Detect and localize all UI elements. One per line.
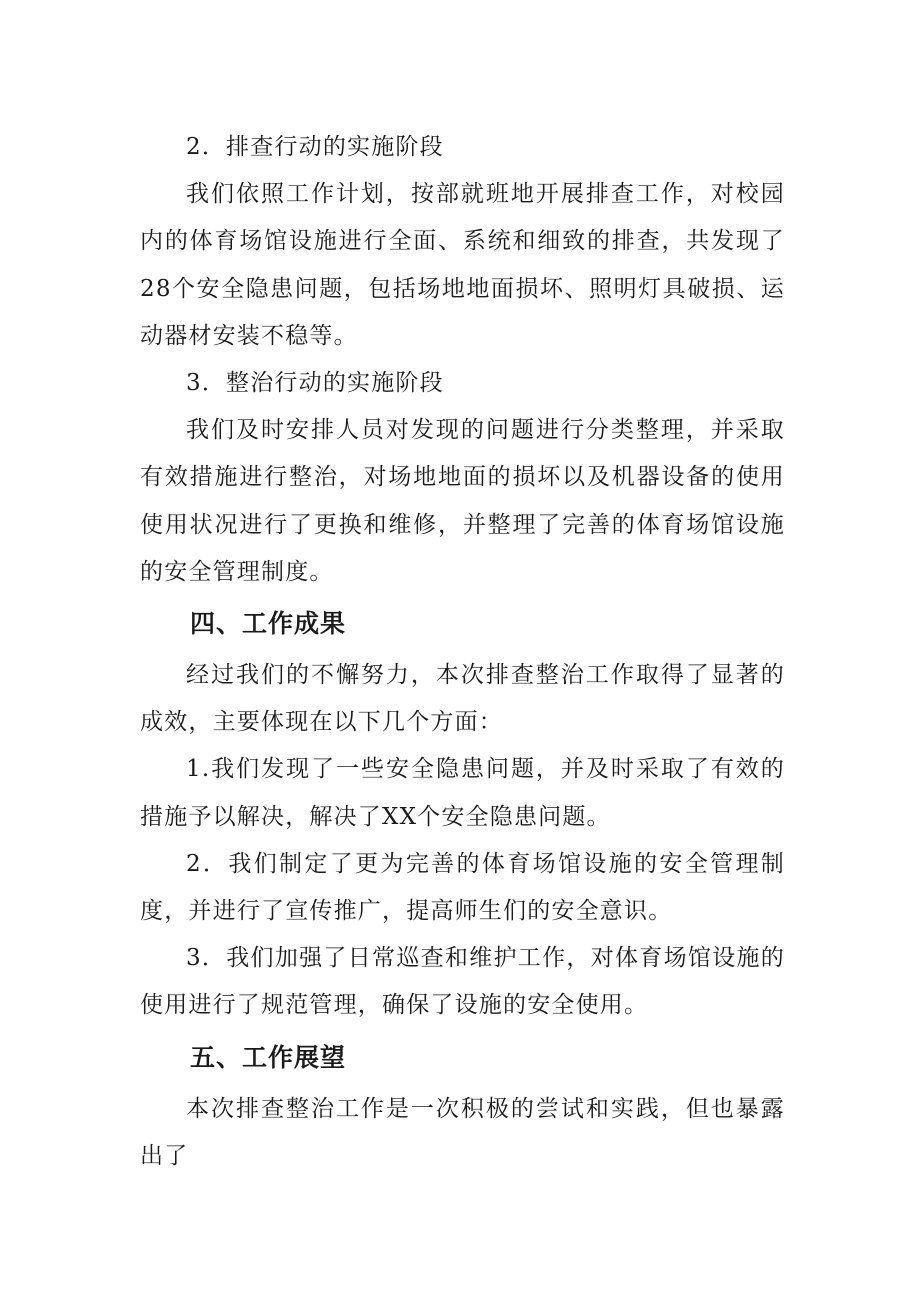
subheading-rectification-stage: 3．整治行动的实施阶段 [186, 370, 444, 397]
paragraph-rectification-details: 我们及时安排人员对发现的问题进行分类整理，并采取有效措施进行整治，对场地地面的损坏以及机器设备的使用使用状况进行了更换和维修，并整理了完善的体育场馆设施的安全管理制度。 [140, 417, 785, 585]
section-heading-work-outlook: 五、工作展望 [190, 1042, 347, 1072]
section-heading-work-results: 四、工作成果 [190, 609, 347, 639]
paragraph-outlook: 本次排查整治工作是一次积极的尝试和实践，但也暴露出了 [140, 1095, 785, 1169]
document-page [140, 124, 785, 1180]
result-item-1: 1.我们发现了一些安全隐患问题，并及时采取了有效的措施予以解决，解决了XX个安全隐患问题。 [140, 756, 785, 830]
result-item-3: 3．我们加强了日常巡查和维护工作，对体育场馆设施的使用进行了规范管理，确保了设施的安全使用。 [140, 945, 785, 1019]
paragraph-inspection-details: 我们依照工作计划，按部就班地开展排查工作，对校园内的体育场馆设施进行全面、系统和细致的排查，共发现了28个安全隐患问题，包括场地地面损坏、照明灯具破损、运动器材安装不稳等。 [140, 181, 785, 349]
result-item-2: 2．我们制定了更为完善的体育场馆设施的安全管理制度，并进行了宣传推广，提高师生们的安全意识。 [140, 850, 785, 925]
paragraph-results-intro: 经过我们的不懈努力，本次排查整治工作取得了显著的成效，主要体现在以下几个方面： [140, 662, 785, 736]
subheading-implementation-stage: 2．排查行动的实施阶段 [186, 134, 444, 160]
